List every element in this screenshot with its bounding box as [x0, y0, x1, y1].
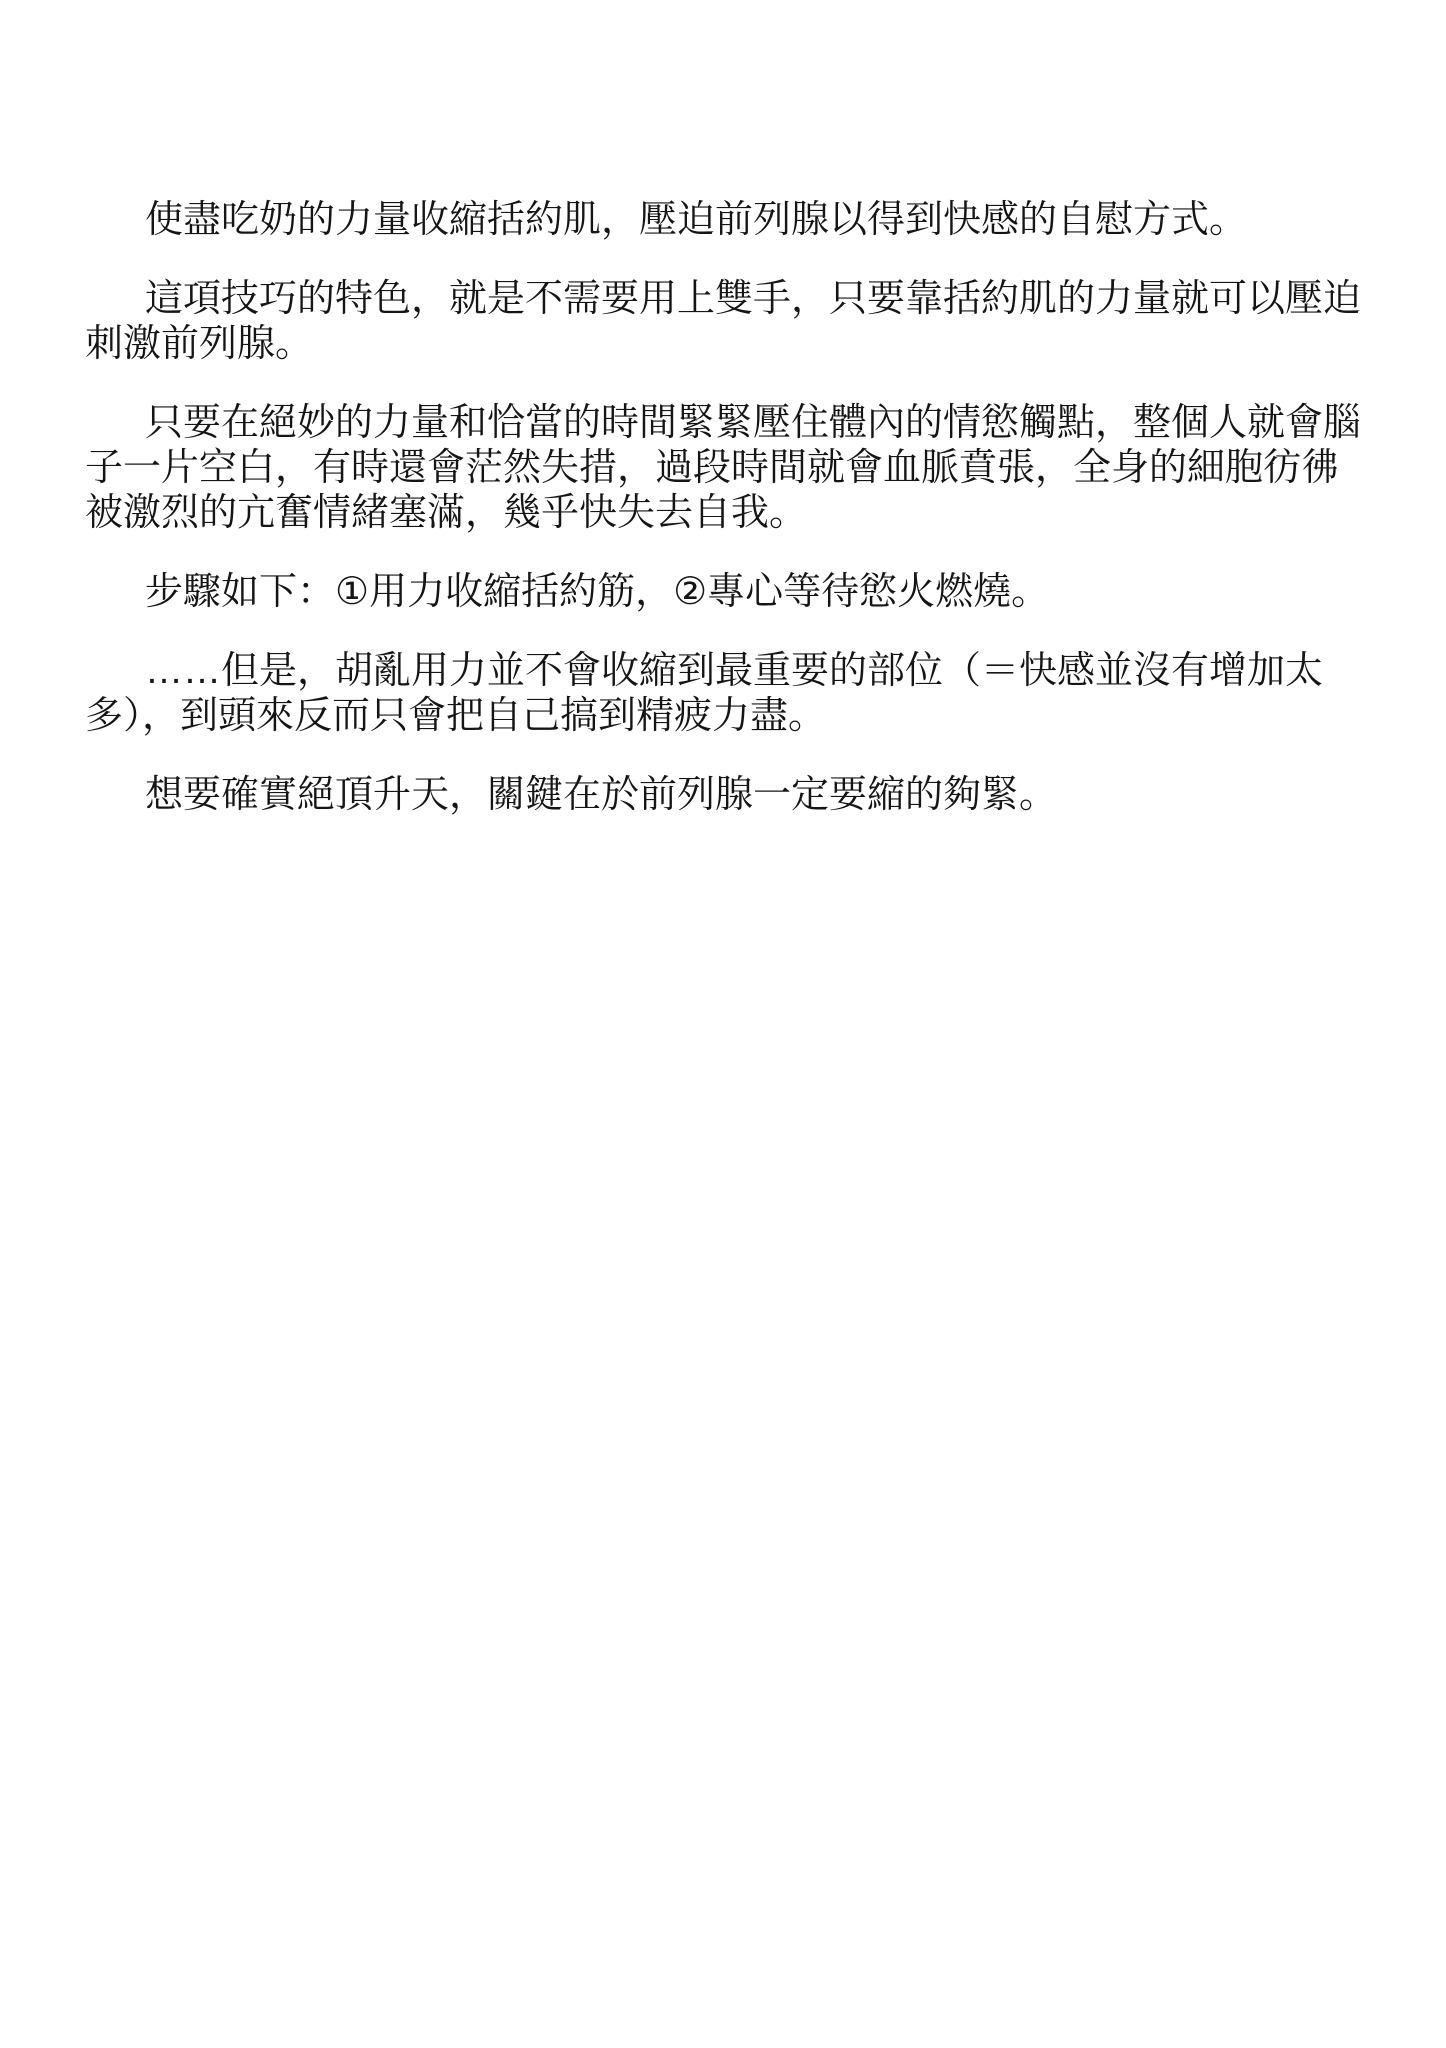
paragraph: 這項技巧的特色，就是不需要用上雙手，只要靠括約肌的力量就可以壓迫刺激前列腺。	[85, 278, 1362, 365]
paragraph: ……但是，胡亂用力並不會收縮到最重要的部位（＝快感並沒有增加太多），到頭來反而只會把自己搞到精疲力盡。	[85, 650, 1324, 737]
paragraph: 只要在絕妙的力量和恰當的時間緊緊壓住體內的情慾觸點，整個人就會腦子一片空白，有時還會茫然失措，過段時間就會血脈賁張，全身的細胞彷彿被激烈的亢奮情緒塞滿，幾乎快失去自我。	[85, 402, 1362, 534]
paragraph: 步驟如下：①用力收縮括約筋，②專心等待慾火燃燒。	[145, 571, 1050, 613]
text-block	[85, 198, 1370, 818]
paragraph: 想要確實絕頂升天，關鍵在於前列腺一定要縮的夠緊。	[145, 774, 1058, 816]
paragraph: 使盡吃奶的力量收縮括約肌，壓迫前列腺以得到快感的自慰方式。	[145, 199, 1248, 241]
